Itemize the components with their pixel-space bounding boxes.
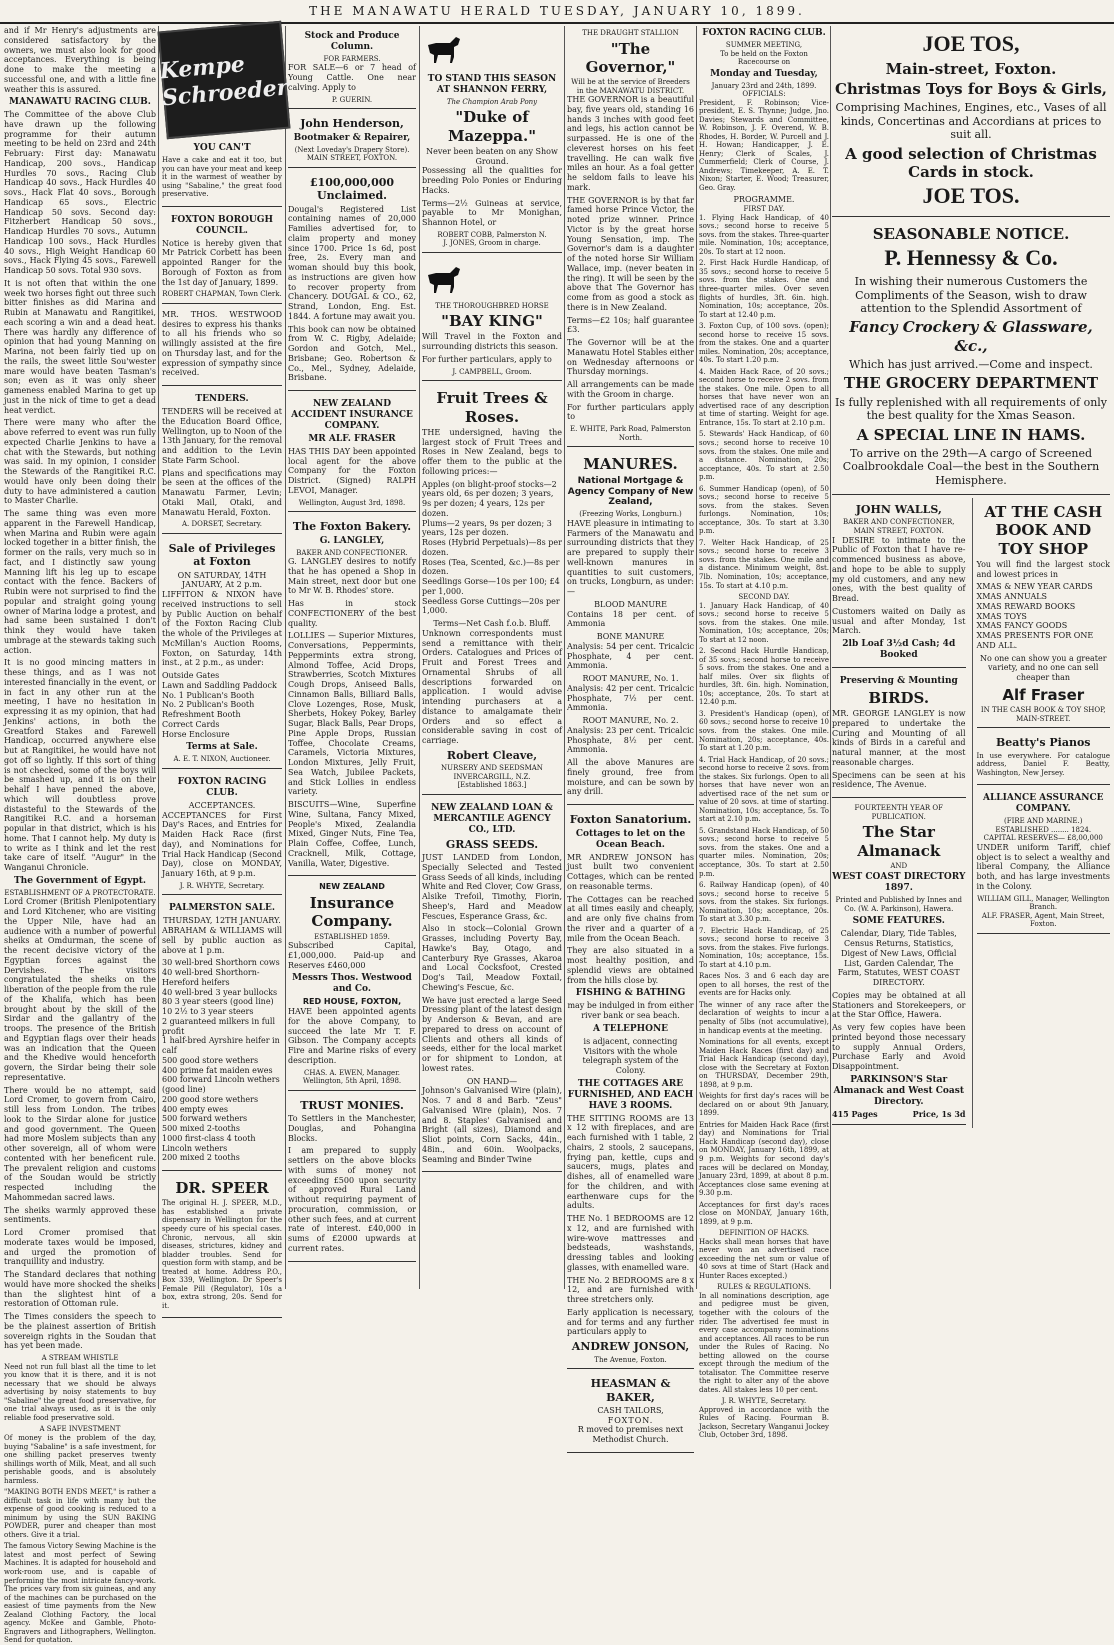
list-item: 500 good store wethers: [162, 1055, 259, 1065]
ad-text: Possessing all the qualities for breeding Polo Ponies or Enduring Hacks.: [422, 166, 562, 195]
list-item: 500 forward wethers: [162, 1114, 248, 1124]
ad-subtitle: SECOND DAY.: [738, 593, 790, 602]
ad-text: Have a cake and eat it too, but you can have your meat and keep it in the warmest of weather by using "Sabaline," the great food preservative.: [162, 155, 282, 199]
article-text: Lord Cromer (British Plenipotentiary and Lord Kitchener, who are visiting the Upper Nile, have had an audience with a number of powerful sheiks at Omdurman, the scene of the recent decisive victory of the Egyptian forces against the Dervishes. The visitors congratulated the sheiks on the liberation of the people from the rule of the Khalifa, which has been brought about by the skill of the Sirdar and the gallantry of the troops. The presence of the British and Egyptian flags over their heads was an indication that the Queen and the Khedive would henceforth govern, the Sirdar being their sole representative.: [4, 897, 156, 1082]
ad-subtitle: DEFINITION OF HACKS.: [718, 1229, 810, 1238]
ad-text: To Settlers in the Manchester, Douglas, and Pohangina Blocks.: [288, 1114, 416, 1143]
ad-text: Dougal's Registered List containing names of 20,000 Families advertised for, to claim property and money since 1700. Price 1s 6d, post free, 2s. Every man and woman should buy this book, as instructions are given how to recover property from Chancery. DOUGAL & CO., 62, Strand, London, Eng. Est. 1844. A fortune may await you.: [288, 204, 416, 321]
ad-text: The Governor will be at the Manawatu Hotel Stables either on Wednesday afternoons or Thursday mornings.: [567, 338, 694, 377]
race-item: 3. President's Handicap (open), of 60 sovs.; second horse to receive 10 sovs. from the stakes. One mile. Nomination, 20s; acceptance, 40s. To start at 1.20 p.m.: [699, 709, 829, 753]
article-text: Of money is the problem of the day, buying "Sabaline" is a safe investment, for one shilling packet preserves twenty shillings worth of Milk, Meat, and all such perishable goods, and is absolutely harmless.: [4, 1434, 156, 1485]
ad-text: All arrangements can be made with the Groom in charge.: [567, 380, 694, 399]
ad-text: I DESIRE to intimate to the Public of Foxton that I have re-commenced business as above, and hope to be able to supply my old customers, and any new ones, with the best quality of Bread.: [832, 535, 966, 603]
ad-subtitle: CAPITAL RESERVES— £8,00,000: [983, 834, 1103, 843]
ad-subtitle: THE THOROUGHBRED HORSE: [435, 301, 549, 310]
list-item: 1 half-bred Ayrshire heifer in calf: [162, 1036, 280, 1056]
column-rule: [696, 26, 697, 1289]
list-item: 10 2½ to 3 year steers: [162, 1007, 254, 1017]
ad-text: The winner of any race after the declaration of weights to incur a penalty of 5lbs (not accumulative), in handicap events at the meeting.: [699, 1000, 829, 1035]
ad-subtitle: CASH TAILORS,: [597, 1405, 664, 1415]
column-6: [699, 26, 829, 1440]
article-text: It is not often that within the one week two horses fight out three such bitter finishes as did Marina and Rubin at Manawatu and Rangitikei, each scoring a win and a dead heat. There was hardly any difference of opinion that had young Manning on Marina, not been fairly tied up on the rails, the sweet little Sou'wester mare would have beaten Tasman's son; even as it was only sheer gameness enabled Marina to get up just in the nick of time to get a dead heat verdict.: [4, 278, 156, 415]
page-count: 415 Pages: [832, 1108, 878, 1119]
ad-signature: J. R. WHYTE, Secretary.: [721, 1397, 807, 1406]
ad-subtitle: SOME FEATURES.: [852, 916, 945, 927]
list-item: Seedless Gorse Cuttings—20s per 1,000.: [422, 596, 560, 616]
ad-title: The Star Almanack: [857, 823, 941, 860]
ad-text: Weights for first day's races will be declared on or about 9th January, 1899.: [699, 1092, 829, 1118]
race-item: 1. January Hack Handicap, of 40 sovs.; second horse to receive 5 sovs. from the stakes. One mile. Nomination, 10s; acceptance, 20s; To start at 12 noon.: [699, 601, 829, 644]
ad-subtitle: BONE MANURE: [596, 632, 665, 642]
ad-subtitle: Cottages to let on the Ocean Beach.: [575, 828, 686, 850]
horse-icon: [422, 263, 464, 295]
ad-title: TRUST MONIES.: [300, 1098, 404, 1112]
ad-subtitle: ESTABLISHED 1859.: [314, 932, 390, 941]
list-item: 200 mixed 2 tooths: [162, 1153, 240, 1163]
ad-subtitle: BLOOD MANURE: [594, 599, 667, 609]
ad-subtitle: BAKER AND CONFECTIONER,: [843, 518, 955, 527]
ad-signature: J. CAMPBELL, Groom.: [452, 367, 532, 376]
list-item: No. 1 Publican's Booth: [162, 690, 255, 700]
list-item: Apples (on blight-proof stocks—2 years old, 6s per dozen; 3 years, 9s per dozen; 4 years, 12s per dozen.: [422, 479, 557, 518]
ad-title: Fancy Crockery & Glassware, &c.,: [849, 318, 1093, 355]
masthead: THE MANAWATU HERALD TUESDAY, JANUARY 10, 1899.: [0, 0, 1114, 24]
ad-text: Contains 18 per cent. of Ammonia: [567, 609, 694, 629]
ad-title: Preserving & Mounting: [839, 675, 958, 686]
ad-subtitle: (FIRE AND MARINE.): [1004, 817, 1083, 826]
list-item: XMAS ANNUALS: [976, 592, 1048, 602]
article-text: The sheiks warmly approved these sentiments.: [4, 1205, 156, 1225]
list-item: Horse Enclosure: [162, 729, 230, 739]
ad-text: Comprising Machines, Engines, etc., Vases of all kinds, Concertinas and Accordians at prices to suit all.: [835, 101, 1107, 142]
list-item: Outside Gates: [162, 671, 220, 681]
ad-title: NEW ZEALAND ACCIDENT INSURANCE COMPANY.: [291, 399, 413, 431]
ad-title: Christmas Toys for Boys & Girls,: [834, 80, 1108, 99]
ad-subtitle: National Mortgage & Agency Company of New Zealand,: [567, 475, 694, 508]
ad-subtitle: (Freezing Works, Longburn.): [579, 510, 682, 519]
list-item: 40 well-bred 3 year bullocks: [162, 987, 278, 997]
list-item: Correct Cards: [162, 719, 220, 729]
article-text: and if Mr Henry's adjustments are considered satisfactory by the owners, we must also look for good acceptances. Everything is being done to make the meeting a successful one, and with a little fine weather this is assured.: [4, 26, 156, 94]
ad-text: FOR SALE—6 or 7 head of Young Cattle. One near calving. Apply to: [288, 63, 416, 92]
ad-date: January 23rd and 24th, 1899.: [711, 81, 817, 90]
ad-text: is adjacent, connecting Visitors with the whole telegraph system of the Colony.: [582, 1036, 679, 1076]
ad-address: MAIN STREET, FOXTON.: [853, 526, 944, 535]
race-item: 6. Railway Handicap (open), of 40 sovs.; second horse to receive 5 sovs. from the stakes. Six furlongs. Nomination, 10s; acceptance, 20s. To start at 3.30 p.m.: [699, 881, 829, 924]
ad-subtitle: FOXTON.: [607, 1415, 654, 1425]
ad-text: Acceptances for first day's races close on MONDAY, January 16th, 1899, at 9 p.m.: [699, 1200, 829, 1226]
ad-signature: ROBERT COBB, Palmerston N.: [437, 230, 547, 239]
ad-text: may be indulged in from either river bank or sea beach.: [567, 1001, 694, 1021]
ad-title: Stock and Produce Column.: [304, 31, 400, 52]
list-item: XMAS TOYS: [976, 611, 1027, 621]
ad-signature: WILLIAM GILL, Manager, Wellington Branch.: [977, 894, 1110, 912]
list-item: 80 3 year steers (good line): [162, 997, 274, 1007]
list-item: XMAS PRESENTS FOR ONE AND ALL.: [976, 631, 1094, 650]
ad-subtitle: To be held on the Foxton Racecourse on: [720, 49, 808, 67]
ad-date: Wellington, August 3rd, 1898.: [298, 498, 406, 507]
ad-text: JUST LANDED from London, Specially Selected and Tested Grass Seeds of all kinds, including White and Red Clover, Cow Grass, Alsike Trefoil, Timothy, Fiorin, Sheep's, Hard and Meadow Fescues, Esperance Grass, &c.: [422, 853, 562, 921]
ad-title: THE GROCERY DEPARTMENT: [843, 374, 1099, 393]
ad-text: Has in stock CONFECTIONERY of the best quality.: [288, 599, 416, 628]
ad-text: I am prepared to supply settlers on the above blocks with sums of money not exceeding £500 upon security of approved Rural Land without requiring payment of procuration, commission, or other such fees, and at current rate of interest. £40,000 in sums of £2000 upwards at current rates.: [288, 1146, 416, 1253]
ad-text: They are also situated in a most healthy position, and splendid views are obtained from the hills close by.: [567, 946, 694, 985]
list-item: Seedlings Gorse—10s per 100; £4 per 1,000.: [422, 577, 560, 596]
ad-text: THE undersigned, having the largest stock of Fruit Trees and Roses in New Zealand, begs to offer them to the public at the following prices:—: [422, 427, 562, 476]
price-list: [422, 480, 562, 617]
ad-subtitle: FISHING & BATHING: [575, 988, 686, 999]
column-rule: [564, 26, 565, 1289]
ad-subtitle: Main-street, Foxton.: [885, 59, 1057, 78]
list-item: Plums—2 years, 9s per dozen; 3 years, 12s per dozen.: [422, 518, 552, 538]
list-item: 200 good store wethers: [162, 1094, 259, 1104]
race-item: 4. Maiden Hack Race, of 20 sovs.; second horse to receive 2 sovs. from the stakes. One mile. Open to all horses that have never won an advertised race of any description at time of starting. Weight for age. Entrance, 15s. To start at 2.10 p.m.: [699, 367, 829, 427]
ad-title: Insurance Company.: [309, 894, 395, 931]
ad-signature: CHAS. A. EWEN, Manager.: [303, 1068, 400, 1077]
ad-title: PARKINSON'S Star Almanack and West Coast Directory.: [833, 1074, 964, 1107]
ad-title: PALMERSTON SALE.: [169, 903, 275, 914]
list-item: 40 well-bred Shorthorn-Hereford heifers: [162, 968, 260, 987]
ad-subtitle: MR ALF. FRASER: [308, 433, 396, 444]
ad-text: No one can show you a greater variety, and no one can sell cheaper than: [979, 653, 1107, 683]
ad-title: AT THE CASH BOOK AND TOY SHOP: [984, 503, 1103, 558]
ad-address: The Avenue, Foxton.: [594, 1355, 667, 1364]
ad-title: £100,000,000 Unclaimed.: [309, 175, 395, 203]
list-item: 2 guaranteed milkers in full profit: [162, 1016, 276, 1036]
ad-subtitle: ROOT MANURE, No. 2.: [582, 716, 679, 726]
ad-text: Terms—2½ Guineas at service, payable to Mr Monighan, Shannon Hotel, or: [422, 198, 562, 228]
article-text: The Committee of the above Club have drawn up the following programme for their autumn meeting to be held on 23rd and 24th February: First day: Manawatu Handicap, 200 sovs., Handicap Hurdles 70 sovs., Racing Club Handicap 40 sovs., Hack Hurdles 40 sovs., Hack Flat 40 sovs., Borough Handicap 65 sovs., Electric Handicap 50 sovs. Second day: Fitzherbert Handicap 50 sovs., Handicap Hurdles 70 sovs., Autumn Handicap 100 sovs., Hack Hurdles 40 sovs., High Weight Handicap 60 sovs., Hack Flying 45 sovs., Farewell Handicap 50 sovs. Total 930 sovs.: [4, 110, 156, 276]
advertiser-logo: Kempe Schroeder: [158, 21, 291, 139]
ad-address: IN THE CASH BOOK & TOY SHOP, MAIN-STREET.: [980, 706, 1106, 723]
ad-text: Also in stock—Colonial Grown Grasses, including Poverty Bay, Hawke's Bay, Otago, and Canterbury Rye Grasses, Akaroa and Local Cocksfoot, Crested Dog's Tail, Meadow Foxtail, Chewing's Fescue, &c.: [422, 924, 562, 992]
list-item: XMAS REWARD BOOKS: [976, 601, 1076, 611]
column-rule: [419, 26, 420, 1289]
column-2: [158, 26, 290, 1310]
list-item: 600 forward Lincoln wethers (good line): [162, 1075, 280, 1095]
ad-title: "Duke of Mazeppa.": [447, 108, 537, 145]
ad-title: JOE TOS,: [922, 31, 1020, 56]
list-item: 500 mixed 2-tooths: [162, 1124, 240, 1134]
ad-subtitle: G. LANGLEY,: [319, 535, 385, 546]
ad-signature: ROBERT CHAPMAN, Town Clerk.: [162, 290, 282, 299]
ad-text: Will Travel in the Foxton and surrounding districts this season.: [422, 332, 562, 352]
ad-title: Beatty's Pianos: [996, 736, 1091, 750]
article-text: "MAKING BOTH ENDS MEET," is rather a difficult task in life with many but the expense of good cooking is reduced to a minimum by using the SUN BAKING POWDER, purer and cheaper than most others. Give it a trial.: [4, 1488, 156, 1539]
horse-icon: [422, 33, 464, 65]
ad-text: Terms—£2 10s; half guarantee £3.: [567, 315, 694, 335]
ad-address: (Next Loveday's Drapery Store). MAIN STREET, FOXTON.: [294, 145, 410, 163]
list-item: No. 2 Publican's Booth: [162, 700, 255, 710]
list-item: XMAS & NEW YEAR CARDS: [976, 582, 1093, 592]
price: Price, 1s 3d: [912, 1108, 966, 1119]
ad-title: John Henderson,: [300, 117, 404, 131]
ad-subtitle: Terms at Sale.: [186, 742, 258, 753]
race-item: 2. Second Hack Hurdle Handicap, of 35 sovs.; second horse to receive 5 sovs. from the stakes. One and a half miles. Over six flights of hurdles, 3ft. 6in. high. Nomination, 10s; acceptance, 20s. To start at 12.40 p.m.: [699, 647, 829, 707]
section-subtitle: ESTABLISHMENT OF A PROTECTORATE.: [4, 888, 156, 897]
ad-subtitle: FOURTEENTH YEAR OF PUBLICATION.: [854, 804, 944, 821]
ad-text: Nominations for all events, except Maiden Hack Races (first day) and Trial Hack Handicap (second day), close with the Secretary at Foxton on THURSDAY, December 29th, 1898, at 9 p.m.: [699, 1038, 829, 1089]
ad-text: The original H. J. SPEER, M.D., has established a private dispensary in Wellington for the speedy cure of his special cases. Chronic, nervous, all skin diseases, strictures, kidney and bladder troubles. Send for question form with stamp, and be treated at home. Address P.O., Box 339, Wellington. Dr Speer's Female Pill (Regulator), 10s a box, extra strong, 20s. Send for it.: [162, 1199, 282, 1310]
ad-title: FOXTON BOROUGH COUNCIL.: [171, 214, 273, 236]
ad-text: MR. THOS. WESTWOOD desires to express his thanks to all his friends who so willingly assisted at the fire on Thursday last, and for the expression of sympathy since received.: [162, 309, 282, 378]
ad-text: Copies may be obtained at all Stationers and Storekeepers, or at the Star Office, Hawera.: [832, 990, 966, 1020]
ad-subtitle: THE COTTAGES ARE FURNISHED, AND EACH HAVE 3 ROOMS.: [567, 1078, 694, 1111]
ad-subtitle: PROGRAMME.: [733, 195, 795, 205]
ad-text: THE No. 1 BEDROOMS are 12 x 12, and are furnished with wire-wove mattresses and bedsteads, washstands, dressing tables and looking glasses, with enamelled ware.: [567, 1214, 694, 1272]
ad-title: SEASONABLE NOTICE.: [872, 225, 1070, 244]
ad-title: BIRDS.: [868, 688, 930, 707]
ad-text: To arrive on the 29th—A cargo of Screened Coalbrookdale Coal—the best in the Southern Hemisphere.: [842, 446, 1100, 487]
section-title: The Government of Egypt.: [13, 875, 147, 886]
race-item: 5. Grandstand Hack Handicap, of 50 sovs.; second horse to receive 5 sovs. from the stakes. One and a quarter miles. Nomination, 20s; acceptance, 30s. To start at 2.50 p.m.: [699, 826, 829, 878]
ad-text: Is fully replenished with all requirements of only the best quality for the Xmas Season.: [834, 395, 1108, 423]
ad-subtitle: SUMMER MEETING,: [725, 40, 803, 49]
ad-text: Early application is necessary, and for terms and any further particulars apply to: [567, 1307, 694, 1337]
article-text: There were many who after the above referred to event was run fully expected Charlie Jenkins to have a chat with the Stewards, but nothing was said. In my opinion, I consider the Stewards of the Rangitikei R.C. would have only been doing their duty to have administered a caution to Master Charlie.: [4, 418, 156, 506]
list-item: 400 empty ewes: [162, 1104, 228, 1114]
article-text: Lord Cromer promised that moderate taxes would be imposed, and urged the promotion of tranquillity and industry.: [4, 1228, 156, 1267]
ad-text: Johnson's Galvanised Wire (plain), Nos. 7 and 8 and Barb. "Zeus" Galvanised Wire (plain), Nos. 7 and 8. Staples' Galvanised and Bright (all sizes), Diamond and Sliot points, Corn Sacks, 44in., 48in., and 60in. Woolpacks, Seaming and Binder Twine: [422, 1086, 562, 1164]
ad-title: DR. SPEER: [175, 1179, 269, 1198]
ad-text: Entries for Maiden Hack Race (first day) and Nominations for Trial Hack Handicap (second day), close on MONDAY, January 16th, 1899, at 9 p.m. Weights for second day's races will be declared on Monday, January 23rd, 1899, at about 8 p.m. Acceptances close same evening at 9.30 p.m.: [699, 1120, 829, 1198]
ad-subtitle: FOR FARMERS.: [323, 54, 381, 63]
ad-subtitle: The Champion Arab Pony: [446, 97, 538, 106]
ad-address: INVERCARGILL, N.Z.: [453, 772, 531, 781]
ad-text: The Cottages can be reached at all times easily and cheaply, and are only five chains from the river and a quarter of a mile from the Ocean Beach.: [567, 894, 694, 943]
ad-text: All the above Manures are finely ground, free from moisture, and can be sown by any drill.: [567, 758, 694, 797]
ad-title: NEW ZEALAND LOAN & MERCANTILE AGENCY CO., LTD.: [431, 802, 553, 835]
ad-title: HEASMAN & BAKER,: [590, 1377, 671, 1404]
ad-subtitle: OFFICIALS:: [742, 90, 786, 99]
ad-date: [Established 1863.]: [457, 781, 527, 790]
ad-text: THE SITTING ROOMS are 13 x 12 with fireplaces, and are each furnished with 1 table, 2 chairs, 2 stools, 2 saucepans, frying pan, kettle, cups and saucers, mugs, plates and dishes, all of enamelled ware for the children, and with earthenware cups for the adults.: [567, 1113, 694, 1211]
list-item: Lawn and Saddling Paddock: [162, 680, 277, 690]
ad-text: Printed and Published by Innes and Co. (W. A. Parkinson), Hawera.: [835, 896, 963, 913]
ad-text: R moved to premises next Methodist Church.: [577, 1425, 684, 1445]
ad-subtitle: Never been beaten on any Show Ground.: [426, 146, 558, 166]
ad-text: This book can now be obtained from W. C. Rigby, Adelaide; Gordon and Gotch, Mel., Brisbane; Geo. Robertson & Co., Mel., Sydney, Adelaide, Brisbane.: [288, 324, 416, 383]
race-item: 4. Trial Hack Handicap, of 20 sovs.; second horse to receive 2 sovs. from the stakes. Six furlongs. Open to all horses that have never won an advertised race of the net sum or value of 20 sovs. at time of starting. Nomination, 10s; acceptance, 5s. To start at 2.10 p.m.: [699, 755, 829, 824]
section-subtitle: A SAFE INVESTMENT: [39, 1425, 121, 1434]
ad-text: LIFFITON & NIXON have received instructions to sell by Public Auction on behalf of the Foxton Racing Club the whole of the Privileges at McMillan's Auction Rooms, Foxton, on Saturday, 14th inst., at 2 p.m., as under:: [162, 590, 282, 668]
ad-subtitle: ACCEPTANCES.: [188, 800, 256, 810]
list-item: 30 well-bred Shorthorn cows: [162, 958, 280, 968]
ad-title: TO STAND THIS SEASON AT SHANNON FERRY,: [427, 73, 557, 95]
race-item: 7. Electric Hack Handicap, of 25 sovs.; second horse to receive 3 sovs. from the stakes. Five furlongs. Nomination, 10s; acceptance, 15s. To start at 4.10 p.m.: [699, 926, 829, 969]
ad-text: In wishing their numerous Customers the Compliments of the Season, wish to draw attention to the Splendid Assortment of: [854, 275, 1088, 315]
ad-subtitle: FIRST DAY.: [743, 205, 785, 214]
article-text: The famous Victory Sewing Machine is the latest and most perfect of Sewing Machines. It is adapted for household and work-room use, and is capable of performing the most intricate fancy-work. The prices vary from six guineas, and any of the machines can be purchased on the easiest of time payments from the New Zealand Clothing Factory, the local agency. McKee and Gamble, Photo-Engravers and Lithographers, Wellington. Send for quotation.: [4, 1542, 156, 1645]
privileges-list: [162, 671, 282, 739]
ad-text: Notice is hereby given that Mr Patrick Corbett has been appointed Ranger for the Borough of Foxton as from the 1st day of January, 1899.: [162, 238, 282, 287]
ad-text: MR ANDREW JONSON has just built two convenient Cottages, which can be rented on reasonable terms.: [567, 852, 694, 891]
ad-subtitle: THE DRAUGHT STALLION: [582, 29, 679, 37]
list-item: XMAS FANCY GOODS: [976, 621, 1068, 631]
article-text: The Times considers the speech to be the plainest assertion of British sovereign rights in the Soudan that has yet been made.: [4, 1312, 156, 1351]
list-item: 1000 first-class 4 tooth Lincoln wethers: [162, 1133, 256, 1153]
column-rule: [285, 26, 286, 1289]
ad-text: Subscribed Capital, £1,000,000. Paid-up and Reserves £460,000: [288, 941, 416, 970]
ad-title: A SPECIAL LINE IN HAMS.: [856, 425, 1086, 444]
ad-title: NEW ZEALAND: [319, 882, 385, 892]
ad-text: Which has just arrived.—Come and inspect.: [849, 358, 1093, 371]
ad-title: Sale of Privileges at Foxton: [168, 541, 276, 569]
ad-text: THE No. 2 BEDROOMS are 8 x 12, and are furnished with three stretchers only.: [567, 1275, 694, 1305]
ad-subtitle: ROOT MANURE, No. 1.: [582, 674, 679, 684]
race-item: 7. Welter Hack Handicap, of 25 sovs.; second horse to receive 3 sovs. from the stakes. One mile and a distance. Minimum weight, 8st. 7lb. Nomination, 10s; acceptance, 15s. To start at 4.10 p.m.: [699, 538, 829, 590]
ad-text: For further particulars apply to: [567, 402, 694, 422]
ad-signature: J. JONES, Groom in charge.: [443, 239, 541, 248]
ad-subtitle: Will be at the service of Breeders in the MANAWATU DISTRICT.: [571, 78, 690, 95]
section-subtitle: A STREAM WHISTLE: [41, 1354, 119, 1363]
race-item: 1. Flying Hack Handicap, of 40 sovs.; second horse to receive 5 sovs. from the stakes. Three-quarter mile. Nomination, 10s; acceptance, 20s. To start at 12 noon.: [699, 213, 829, 256]
ad-title: JOHN WALLS,: [855, 503, 942, 517]
stock-list: [162, 958, 282, 1163]
ad-title: Fruit Trees & Roses.: [436, 389, 548, 426]
ad-text: G. LANGLEY desires to notify that he has opened a Shop in Main street, next door but one to Mr W. B. Rhodes' store.: [288, 557, 416, 596]
list-item: Refreshment Booth: [162, 710, 241, 720]
ad-subtitle: AND: [890, 861, 908, 870]
ad-text: You will find the largest stock and lowest prices in: [976, 559, 1110, 579]
column-5: [567, 26, 694, 1445]
article-text: Need not run full blast all the time to let you know that it is there, and it is not necessary that we should be always advertising by noisy statements to buy "Sabaline" the great food preservative, for one trial always used, as it is the only reliable food preservative sold.: [4, 1362, 156, 1422]
ad-text: Analysis: 23 per cent. Tricalcic Phosphate, 8½ per cent. Ammonia.: [567, 725, 694, 755]
ad-title: "The Governor,": [585, 39, 676, 76]
ad-text: HAS THIS DAY been appointed local agent for the above Company for the Foxton District. (Signed) RALPH LEVOI, Manager.: [288, 446, 416, 495]
race-item: 2. First Hack Hurdle Handicap, of 35 sovs.; second horse to receive 5 sovs. from the stakes. One and three-quarter miles. Over seven flights of hurdles, 3ft. 6in. high. Nomination, 10s; acceptance, 20s. To start at 12.40 p.m.: [699, 259, 829, 319]
ad-title: Monday and Tuesday,: [710, 68, 818, 79]
ad-title: "BAY KING": [441, 312, 543, 331]
ad-date: ESTABLISHED ........ 1824.: [995, 825, 1092, 834]
column-7: [832, 26, 1110, 1289]
ad-text: HAVE been appointed agents for the above Company, to succeed the late Mr T. F. Gibson. The Company accepts Fire and Marine risks of every description.: [288, 1007, 416, 1065]
ad-text: Races Nos. 3 and 6 each day are open to all horses, the rest of the events are for Hacks only.: [699, 972, 829, 998]
list-item: Roses (Hybrid Perpetuals)—8s per dozen.: [422, 538, 562, 557]
article-text: There would be no attempt, said Lord Cromer, to govern from Cairo, still less from London. The tribes look to the Sirdar alone for justice and good government. The Queen had more Moslem subjects than any other sovereign, all of whom were contented with her beneficent rule. The prevalent religion and customs of the Soudan would be strictly respected including the Mahommedan sacred laws.: [4, 1085, 156, 1202]
ad-subtitle: WEST COAST DIRECTORY 1897.: [832, 872, 966, 894]
ad-subtitle: Bootmaker & Repairer,: [293, 132, 411, 143]
ad-title: FOXTON RACING CLUB.: [702, 28, 826, 38]
ad-title: FOXTON RACING CLUB.: [177, 776, 267, 798]
ad-text: We have just erected a large Seed Dressing plant of the latest design by Anderson & Bevan, and are prepared to dress on account of Clients and others all kinds of seeds, either for the local market or for shipment to London, at lowest rates.: [422, 995, 562, 1073]
xmas-list: [977, 582, 1111, 650]
ad-subtitle: RULES & REGULATIONS.: [717, 1283, 811, 1292]
ad-signature: A. E. T. NIXON, Auctioneer.: [173, 755, 271, 764]
ad-date: ON SATURDAY, 14TH JANUARY, At 2 p.m.: [177, 570, 267, 590]
ad-text: THE GOVERNOR is a beautiful bay, five years old, standing 16 hands 3 inches with good feet and legs, his action cannot be surpassed. He is one of the cleverest horses on his feet travelling. He can walk five miles an hour. As a foal getter he seldom fails to leave his mark.: [567, 95, 694, 192]
ad-title: ALLIANCE ASSURANCE COMPANY.: [982, 793, 1104, 815]
ad-title: Alf Fraser: [1002, 685, 1085, 704]
ad-text: For further particulars, apply to: [422, 354, 552, 364]
ad-text: President, F. Robinson; Vice-president, E. S. Thynne; Judge, Jno. Davies; Stewards and Committee, W. Robinson, J. F. Overend, W. B. Rhodes, H. Border, W. Purcell and J. H. Howan; Handicapper, J. E. Henry; Clerk of Scales, J. Cummerfield; Clerk of Course, J. Andrews; Timekeeper, A. E. T. Nixon; Starter, E. Wood; Treasurer, Geo. Gray.: [699, 98, 829, 192]
column-3: [288, 26, 416, 1289]
ad-subtitle: A TELEPHONE: [592, 1023, 669, 1034]
ad-signature: P. GUERIN.: [331, 95, 373, 104]
ad-subtitle: ON HAND—: [466, 1076, 518, 1086]
ad-subtitle: 2lb Loaf 3½d Cash; 4d Booked: [842, 639, 956, 660]
ad-title: GRASS SEEDS.: [445, 837, 539, 851]
ad-subtitle: NURSERY AND SEEDSMAN: [441, 764, 543, 773]
race-item: 3. Foxton Cup, of 100 sovs. (open); second horse to receive 15 sovs. from the stakes. One and a quarter miles. Nomination, 20s; acceptance, 40s. To start 1.20 p.m.: [699, 322, 829, 365]
ad-title: TENDERS.: [195, 394, 249, 405]
ad-text: Customers waited on Daily as usual and after Monday, 1st March.: [832, 606, 966, 636]
race-item: 6. Summer Handicap (open), of 50 sovs.; second horse to receive 5 sovs. from the stakes. Seven furlongs. Nomination, 10s; acceptance, 30s. To start at 3.30 p.m.: [699, 484, 829, 536]
ad-date: THURSDAY, 12TH JANUARY.: [163, 916, 281, 926]
ad-text: ABRAHAM & WILLIAMS will sell by public auction as above at 1 p.m.: [162, 926, 282, 955]
ad-text: HAVE pleasure in intimating to Farmers of the Manawatu and surrounding districts that they are prepared to supply their well-known manures in quantities to suit customers, on trucks, Longburn, as under:—: [567, 518, 694, 597]
article-text: It is no good mincing matters in these things, and as I was not interested financially in the event, or in fact in any other run at the meeting, I have no hesitation in expressing it as my opinion, that had Jenkins' actions, in both the Greatford Stakes and Farewell Handicap, occurred anywhere else but at Rangitikei, he would have not got off so lightly. If this sort of thing is not checked, some of the boys will be smashed up, and it is on their behalf I have penned the above, which will doubtless prove distasteful to the Stewards of the Rangitikei R.C. and a horseman popular in that district, which is his home. That I cannot help. My duty is to write as I think and let the rest take care of itself. "Augur" in the Wanganui Chronicle.: [4, 658, 156, 873]
ad-text: In all nominations description, age and pedigree must be given, together with the colours of the rider. The advertised fee must in every case accompany nominations and acceptances. All races to be run under the Rules of Racing. No betting allowed on the course except through the medium of the totalisator. The Committee reserve the right to alter any of the above dates. All stakes less 10 per cent.: [699, 1291, 829, 1394]
ad-text: ACCEPTANCES for First Day's Races, and Entries for Maiden Hack Race (first day), and Nominations for Trial Hack Handicap (Second Day), close on MONDAY, January 16th, at 9 p.m.: [162, 810, 282, 879]
ad-text: As very few copies have been printed beyond those necessary to supply Annual Orders, Purchase Early and Avoid Disappointment.: [832, 1023, 966, 1072]
article-text: The Standard declares that nothing would have more shocked the sheiks than the slightest hint of a restoration of Ottoman rule.: [4, 1270, 156, 1309]
ad-title: The Foxton Bakery.: [292, 520, 412, 534]
ad-signature: J. R. WHYTE, Secretary.: [179, 881, 265, 890]
ad-signature: ALF. FRASER, Agent, Main Street, Foxton.: [981, 911, 1105, 929]
ad-text: Approved in accordance with the Rules of Racing. Fourman B. Jackson, Secretary Wanganui Jockey Club, October 3rd, 1898.: [699, 1405, 829, 1440]
ad-text: Specimens can be seen at his residence, The Avenue.: [832, 770, 966, 790]
ad-title: YOU CAN'T: [193, 143, 251, 153]
ad-signature: A. DORSET, Secretary.: [181, 520, 263, 529]
race-item: 5. Stewards' Hack Handicap, of 60 sovs.; second horse to receive 10 sovs. from the stakes. One mile and a distance. Nomination, 20s; acceptance, 40s. To start at 2.50 p.m.: [699, 430, 829, 482]
ad-title: MANURES.: [583, 455, 678, 474]
ad-text: Hacks shall mean horses that have never won an advertised race exceeding the net sum or value of 40 sovs at time of Start (Hack and Hunter Races excepted.): [699, 1237, 829, 1280]
ad-subtitle: BAKER AND CONFECTIONER.: [296, 548, 408, 557]
list-item: Roses (Tea, Scented, &c.)—8s per dozen.: [422, 557, 560, 577]
ad-text: UNDER uniform Tariff, chief object is to select a wealthy and liberal Company, the Alliance both, and has large investments in the Colony.: [976, 842, 1110, 891]
ad-text: Analysis: 54 per cent. Tricalcic Phosphate, 4 per cent. Ammonia.: [567, 641, 694, 671]
ad-text: LOLLIES — Superior Mixtures, Conversations, Peppermints, Peppermints extra strong, Almond Toffee, Acid Drops, Strawberries, Scotch Mixtures Cough Drops, Aniseed Balls, Cinnamon Balls, Billiard Balls, Clove Lozenges, Rose, Musk, Sherbets, Hokey Pokey, Barley Sugar, Black Balls, Pear Drops, Pine Apple Drops, Russian Toffee, Chocolate Creams, Caramels, Victoria Mixtures, London Mixtures, Jelly Fruit, Sea Watch, Jubilee Packets, and Stick Lollies in endless variety.: [288, 631, 416, 797]
ad-text: Plans and specifications may be seen at the offices of the Manawatu Farmer, Levin; Otaki Mail, Otaki, and Manawatu Herald, Foxton.: [162, 468, 282, 517]
ad-subtitle: RED HOUSE, FOXTON,: [302, 997, 402, 1007]
ad-subtitle: Messrs Thos. Westwood and Co.: [292, 973, 412, 995]
ad-title: ANDREW JONSON,: [571, 1340, 690, 1354]
ad-text: Unknown correspondents must send a remittance with their Orders. Catalogues and Prices of Fruit and Forest Trees and Ornamental Shrubs of all descriptions forwarded on application. I would advise intending purchasers at a distance to amalgamate their Orders and so effect a considerable saving in cost of carriage.: [422, 628, 562, 746]
ad-signature: E. WHITE, Park Road, Palmerston North.: [570, 425, 691, 442]
list-item: 400 prime fat maiden ewes: [162, 1065, 273, 1075]
column-rule: [830, 26, 831, 1289]
section-title: MANAWATU RACING CLUB.: [9, 97, 151, 108]
ad-text: MR. GEORGE LANGLEY is now prepared to undertake the Curing and Mounting of all kinds of Birds in a careful and natural manner, at the most reasonable charges.: [832, 709, 966, 767]
column-1: [4, 26, 156, 1645]
article-text: The same thing was even more apparent in the Farewell Handicap, when Marina and Rubin were again locked together in a bitter finish, the former on the rails, very much so in fact, and I distinctly saw young Manning lift his leg up to escape contact with the fence. Backers of Rubin were not surprised to find the popular and straight going young owner of Marina lodge a protest, and had same been sustained I don't think they would have taken umbrage at the stewards taking such action.: [4, 509, 156, 655]
ad-text: TENDERS will be received at the Education Board Office, Wellington, up to Noon of the 13th January, for the removal and addition to the Levin State Farm School.: [162, 407, 282, 465]
ad-text: Analysis: 42 per cent. Tricalcic Phosphate, 7½ per cent. Ammonia.: [567, 683, 694, 713]
ad-text: THE GOVERNOR is by that far famed horse Prince Victor, the noted prize winner. Prince Victor is by the great horse Young Sensation, imp. The Governor's dam is a daughter of the noted horse Sir William Wallace, imp. (never beaten in the ring). It will be seen by the above that The Governor has come from as good a stock as there is in New Zealand.: [567, 195, 694, 312]
ad-title: JOE TOS.: [922, 183, 1020, 209]
column-rule: [158, 26, 159, 1289]
ad-title: P. Hennessy & Co.: [884, 245, 1058, 271]
ad-title: Foxton Sanatorium.: [569, 813, 692, 827]
column-4: [422, 26, 562, 1289]
ad-title: A good selection of Christmas Cards in stock.: [845, 144, 1097, 181]
ad-title: Robert Cleave,: [446, 748, 538, 762]
ad-text: Calendar, Diary, Tide Tables, Census Returns, Statistics, Digest of New Laws, Official List, Garden Calendar, The Farm, Statutes, WEST COAST DIRECTORY.: [837, 929, 960, 988]
ad-subtitle: Terms—Net Cash f.o.b. Bluff.: [433, 619, 551, 629]
ad-text: BISCUITS—Wine, Superfine Wine, Sultana, Fancy Mixed, People's Mixed, Zealandia Mixed, Ginger Nuts, Fine Tea, Plain Coffee, Coffee, Lunch, Cracknell, Milk, Cottage, Vanilla, Water, Digestive.: [288, 800, 416, 868]
ad-text: In use everywhere. For catalogue address, Daniel F. Beatty, Washington, New Jersey.: [976, 751, 1110, 777]
ad-date: Wellington, 5th April, 1898.: [302, 1077, 402, 1086]
